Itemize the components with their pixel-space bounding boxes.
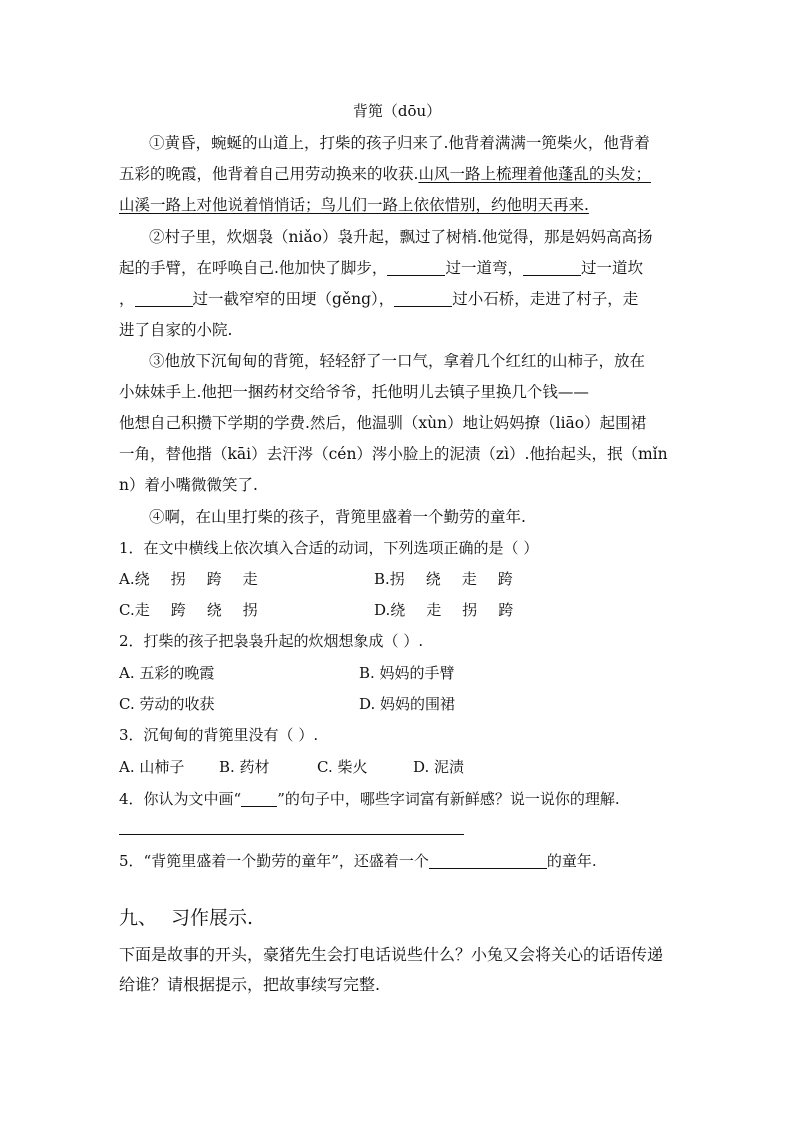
option-word: 走 bbox=[242, 570, 258, 588]
option-word: 拐 bbox=[170, 570, 186, 588]
option-word: 跨 bbox=[497, 570, 513, 588]
option-d[interactable] bbox=[374, 599, 534, 621]
option-word: 跨 bbox=[498, 601, 514, 619]
option-c[interactable]: C. 柴火 bbox=[317, 758, 368, 776]
question-4-stem bbox=[119, 788, 679, 810]
text-span: ”的句子中，哪些字词富有新鲜感？说一说你的理解. bbox=[277, 790, 620, 808]
option-word: 拐 bbox=[389, 570, 405, 588]
option-a[interactable]: A. 五彩的晚霞 bbox=[119, 664, 215, 682]
paragraph-line: ①黄昏，蜿蜒的山道上，打柴的孩子归来了.他背着满满一篼柴火，他背着 bbox=[149, 134, 650, 152]
option-b[interactable]: B. 妈妈的手臂 bbox=[359, 664, 455, 682]
option-letter: B. bbox=[374, 570, 390, 588]
paragraph-line: n）着小嘴微微笑了. bbox=[119, 476, 258, 494]
fill-blank[interactable] bbox=[429, 850, 547, 869]
question-2-options-row-1 bbox=[119, 662, 679, 684]
option-letter: C. bbox=[119, 601, 135, 619]
text-span: 过一道弯， bbox=[445, 259, 523, 277]
paragraph-line bbox=[119, 159, 679, 190]
option-word: 拐 bbox=[462, 601, 478, 619]
option-a[interactable]: A. 山柿子 bbox=[119, 758, 185, 776]
option-word: 走 bbox=[426, 601, 442, 619]
paragraph-line bbox=[119, 190, 679, 221]
option-word: 拐 bbox=[242, 601, 258, 619]
text-span: 过一截窄窄的田埂（gěng）， bbox=[192, 290, 395, 308]
option-c[interactable] bbox=[119, 599, 279, 621]
option-c[interactable]: C. 劳动的收获 bbox=[119, 695, 215, 713]
text-span: 过小石桥，走进了村子，走 bbox=[452, 290, 639, 308]
underline-marker bbox=[241, 788, 277, 807]
question-5-stem bbox=[119, 850, 679, 872]
option-word: 走 bbox=[461, 570, 477, 588]
fill-blank[interactable] bbox=[135, 288, 193, 307]
question-3-options bbox=[119, 756, 679, 778]
text-span: 过一道坎 bbox=[580, 259, 643, 277]
passage-title: 背篼（dōu） bbox=[352, 102, 442, 120]
section-title: 习作展示. bbox=[171, 907, 254, 929]
paragraph-2 bbox=[119, 222, 679, 346]
option-word: 绕 bbox=[390, 601, 406, 619]
section-number: 九、 bbox=[119, 907, 158, 929]
option-b[interactable]: B. 药材 bbox=[219, 758, 270, 776]
question-2-options-row-2 bbox=[119, 693, 679, 715]
paragraph-1 bbox=[119, 128, 679, 221]
answer-line[interactable] bbox=[119, 834, 464, 835]
question-3-stem: 3．沉甸甸的背篼里没有（ ）. bbox=[119, 726, 319, 744]
option-d[interactable]: D. 泥渍 bbox=[413, 758, 465, 776]
fill-blank[interactable] bbox=[394, 288, 452, 307]
question-1-options-row-1 bbox=[119, 568, 679, 590]
text-span: 4．你认为文中画“ bbox=[119, 790, 242, 808]
paragraph-line bbox=[119, 253, 679, 284]
option-b[interactable] bbox=[374, 568, 534, 590]
paragraph-line: 一角，替他揩（kāi）去汗涔（cén）涔小脸上的泥渍（zì）.他抬起头，抿（mǐn bbox=[119, 445, 668, 463]
underlined-sentence: 山溪一路上对他说着悄悄话；鸟儿们一路上依依惜别，约他明天再来. bbox=[119, 196, 589, 214]
text-span: ， bbox=[119, 290, 135, 308]
option-word: 跨 bbox=[170, 601, 186, 619]
paragraph-line: 进了自家的小院. bbox=[119, 321, 233, 339]
option-letter: A. bbox=[119, 570, 135, 588]
option-word: 跨 bbox=[206, 570, 222, 588]
paragraph-line: 他想自己积攒下学期的学费.然后，他温驯（xùn）地让妈妈撩（liāo）起围裙 bbox=[119, 414, 647, 432]
fill-blank[interactable] bbox=[523, 257, 581, 276]
paragraph-3 bbox=[119, 346, 679, 501]
text-span: 的童年. bbox=[546, 852, 597, 870]
paragraph-line: ④啊，在山里打柴的孩子，背篼里盛着一个勤劳的童年. bbox=[149, 508, 526, 526]
question-1-options-row-2 bbox=[119, 599, 679, 621]
question-1-stem: 1．在文中横线上依次填入合适的动词，下列选项正确的是（ ） bbox=[119, 539, 539, 557]
paragraph-line: ②村子里，炊烟袅（niǎo）袅升起，飘过了树梢.他觉得，那是妈妈高高扬 bbox=[149, 228, 653, 246]
underlined-sentence: 山风一路上梳理着他蓬乱的头发； bbox=[418, 165, 651, 183]
option-word: 绕 bbox=[134, 570, 150, 588]
text-span: 5．“背篼里盛着一个勤劳的童年”，还盛着一个 bbox=[119, 852, 429, 870]
section-9-heading bbox=[119, 904, 253, 932]
option-word: 绕 bbox=[206, 601, 222, 619]
paragraph-line: ③他放下沉甸甸的背篼，轻轻舒了一口气，拿着几个红红的山柿子，放在 bbox=[149, 352, 646, 370]
option-d[interactable]: D. 妈妈的围裙 bbox=[359, 695, 456, 713]
question-2-stem: 2．打柴的孩子把袅袅升起的炊烟想象成（ ）. bbox=[119, 632, 424, 650]
section-9-instruction-line: 给谁？请根据提示，把故事续写完整. bbox=[119, 975, 381, 994]
text-span: 五彩的晚霞，他背着自己用劳动换来的收获. bbox=[119, 165, 419, 183]
option-word: 走 bbox=[134, 601, 150, 619]
option-a[interactable] bbox=[119, 568, 279, 590]
paragraph-4 bbox=[119, 502, 679, 533]
text-span: 起的手臂，在呼唤自己.他加快了脚步， bbox=[119, 259, 388, 277]
section-9-instruction-line: 下面是故事的开头，豪猪先生会打电话说些什么？小兔又会将关心的话语传递 bbox=[119, 945, 664, 964]
option-word: 绕 bbox=[425, 570, 441, 588]
fill-blank[interactable] bbox=[387, 257, 445, 276]
option-letter: D. bbox=[374, 601, 391, 619]
paragraph-line: 小妹妹手上.他把一捆药材交给爷爷，托他明儿去镇子里换几个钱—— bbox=[119, 383, 589, 401]
paragraph-line bbox=[119, 284, 679, 315]
